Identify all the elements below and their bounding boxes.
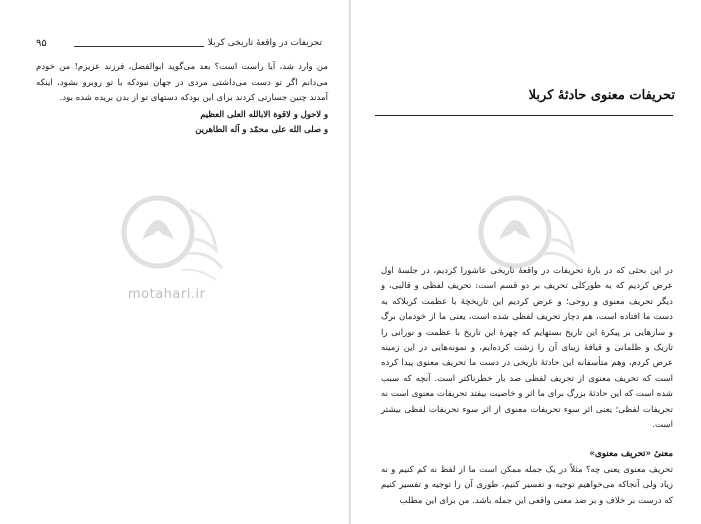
- right-page-body: [381, 264, 673, 509]
- page-number: ۹۵: [36, 38, 47, 49]
- header-rule: [74, 46, 204, 47]
- dua-line: و صلی الله علی محمّد و آله الطاهرین: [195, 123, 328, 134]
- chapter-title-rule: [375, 115, 673, 116]
- right-paragraph-2: تحریف معنوی یعنی چه؟ مثلاً در یک جمله ممکن است ما از لفظ نه کم کنیم و نه زیاد ولی آنجاکه می‌خواهیم توجیه و تفسیر کنیم، طوری آن را توجیه و تفسیر کنیم که درست بر خلاف و بر ضد معنی واقعی این جمله باشد. من برای این مطلب: [381, 464, 673, 506]
- left-page: [0, 0, 350, 524]
- section-subheading: معنیٔ «تحریف معنوی»: [589, 449, 673, 460]
- dua-line: و لاحول و لاقوة الابالله العلی العظیم: [200, 108, 328, 119]
- running-head: [24, 38, 322, 52]
- left-page-body: [36, 60, 328, 137]
- watermark-site: motahari.ir: [128, 287, 206, 302]
- left-paragraph: من وارد شد، آیا راست است؟ بعد می‌گوید ابوالفضل، فرزند عزیزم! من خودم می‌دانم اگر تو دست می‌داشتی مردی در جهان نبودکه با تو روبرو بشود، اینکه آمدند چنین جسارتی کردند برای این بودکه دستهای تو از بدن بریده شده بود.: [36, 62, 328, 103]
- running-head-title: تحریفات در واقعهٔ تاریخی کربلا: [207, 38, 322, 48]
- chapter-title: تحریفات معنوی حادثهٔ کربلا: [528, 88, 675, 103]
- right-page: [351, 0, 701, 524]
- watermark-logo-icon: [112, 180, 232, 290]
- right-paragraph: در این بحثی که در بارهٔ تحریفات در واقعهٔ تاریخی عاشورا کردیم، در جلسهٔ اول عرض کردیم که به طورکلی تحریف بر دو قسم است: تحریف لفظی و قالبی، و دیگر تحریف معنوی و روحی؛ و عرض کردیم این تاریخچهٔ با عظمت کربلاکه به دست ما افتاده است، هم دچار تحریف لفظی شده است، یعنی ما از خودمان برگ و سازهایی بر پیکرهٔ این تاریخ بستهایم که چهرهٔ این تاریخ با عظمت و نورانی را تاریک و ظلمانی و قیافهٔ زیبای آن را زشت کرده‌ایم، و نمونه‌هایی در این زمینه عرض کردم، وهم متأسفانه این حادثهٔ تاریخی در دست ما تحریف معنوی پیدا کرده است که تحریف معنوی از تحریف لفظی صد بار خطرناکتر است. آنچه که سبب شده است که این حادثهٔ بزرگ برای ما اثر و خاصیت بیفتد تحریفات معنوی است نه تحریفات لفظی؛ یعنی اثر سوء تحریفات معنوی از اثر سوء تحریفات لفظی بیشتر است.: [381, 266, 673, 431]
